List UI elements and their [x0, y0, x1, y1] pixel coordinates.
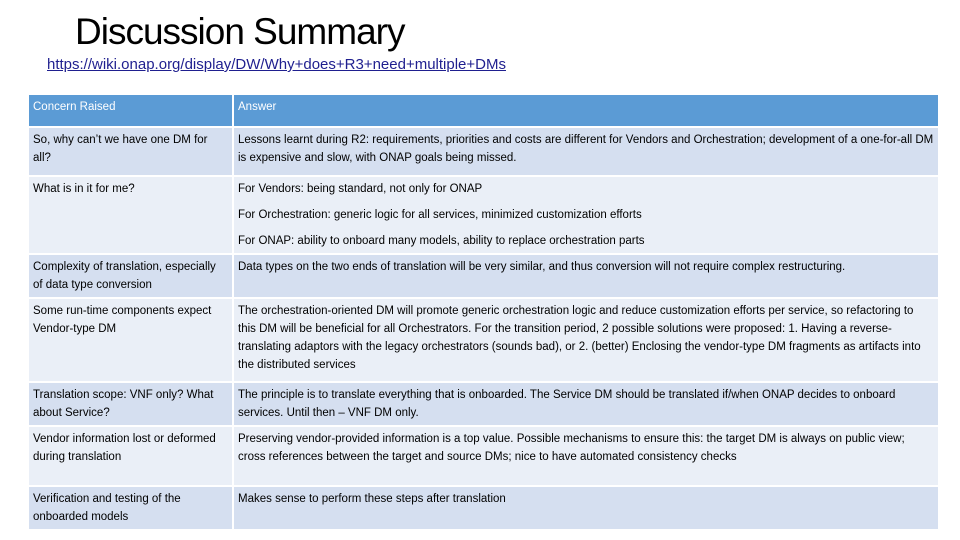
answer-cell	[233, 486, 939, 530]
table-row	[28, 176, 939, 254]
table-row	[28, 298, 939, 382]
answer-cell	[233, 176, 939, 254]
answer-cell	[233, 298, 939, 382]
table-header-row	[28, 94, 939, 127]
answer-text: The orchestration-oriented DM will promote generic orchestration logic and reduce customization efforts per service, so refactoring to this DM will be beneficial for all Orchestrators. For the transition period, 2 possible solutions were proposed: 1. Having a reverse-translating adaptors with the legacy orchestrators (sounds bad), or 2. (better) Enclosing the vendor-type DM fragments as artifacts into the distributed services	[238, 305, 921, 371]
concern-cell: Some run-time components expect Vendor-type DM	[28, 298, 233, 382]
answer-text: Data types on the two ends of translation will be very similar, and thus conversion will not require complex restructuring.	[238, 261, 846, 273]
answer-text: For Vendors: being standard, not only for ONAP	[238, 183, 483, 195]
concern-cell: So, why can’t we have one DM for all?	[28, 127, 233, 176]
column-header-answer: Answer	[233, 94, 939, 127]
concern-cell: Complexity of translation, especially of data type conversion	[28, 254, 233, 298]
answer-text: The principle is to translate everything that is onboarded. The Service DM should be translated if/when ONAP decides to onboard services. Until then – VNF DM only.	[238, 389, 896, 419]
table-row	[28, 486, 939, 530]
concern-cell: Verification and testing of the onboarded models	[28, 486, 233, 530]
table-row	[28, 382, 939, 426]
answer-text: Makes sense to perform these steps after translation	[238, 493, 506, 505]
answer-cell	[233, 426, 939, 486]
wiki-link[interactable]: https://wiki.onap.org/display/DW/Why+does+R3+need+multiple+DMs	[47, 56, 506, 73]
concern-cell: What is in it for me?	[28, 176, 233, 254]
column-header-concern: Concern Raised	[28, 94, 233, 127]
answer-cell	[233, 127, 939, 176]
table-row	[28, 127, 939, 176]
answer-text: Lessons learnt during R2: requirements, priorities and costs are different for Vendors and Orchestration; development of a one-for-all DM is expensive and slow, with ONAP goals being missed.	[238, 134, 934, 164]
answer-text: For Orchestration: generic logic for all services, minimized customization efforts	[238, 209, 642, 221]
answer-cell	[233, 382, 939, 426]
summary-table	[27, 93, 940, 531]
answer-cell	[233, 254, 939, 298]
concern-cell: Vendor information lost or deformed during translation	[28, 426, 233, 486]
table-row	[28, 254, 939, 298]
answer-text: Preserving vendor-provided information is a top value. Possible mechanisms to ensure this: the target DM is always on public view; cross references between the target and source DMs; nice to have automated consistency checks	[238, 433, 905, 463]
concern-cell: Translation scope: VNF only? What about Service?	[28, 382, 233, 426]
page-title: Discussion Summary	[75, 11, 405, 52]
table-row	[28, 426, 939, 486]
answer-text: For ONAP: ability to onboard many models, ability to replace orchestration parts	[238, 235, 645, 247]
